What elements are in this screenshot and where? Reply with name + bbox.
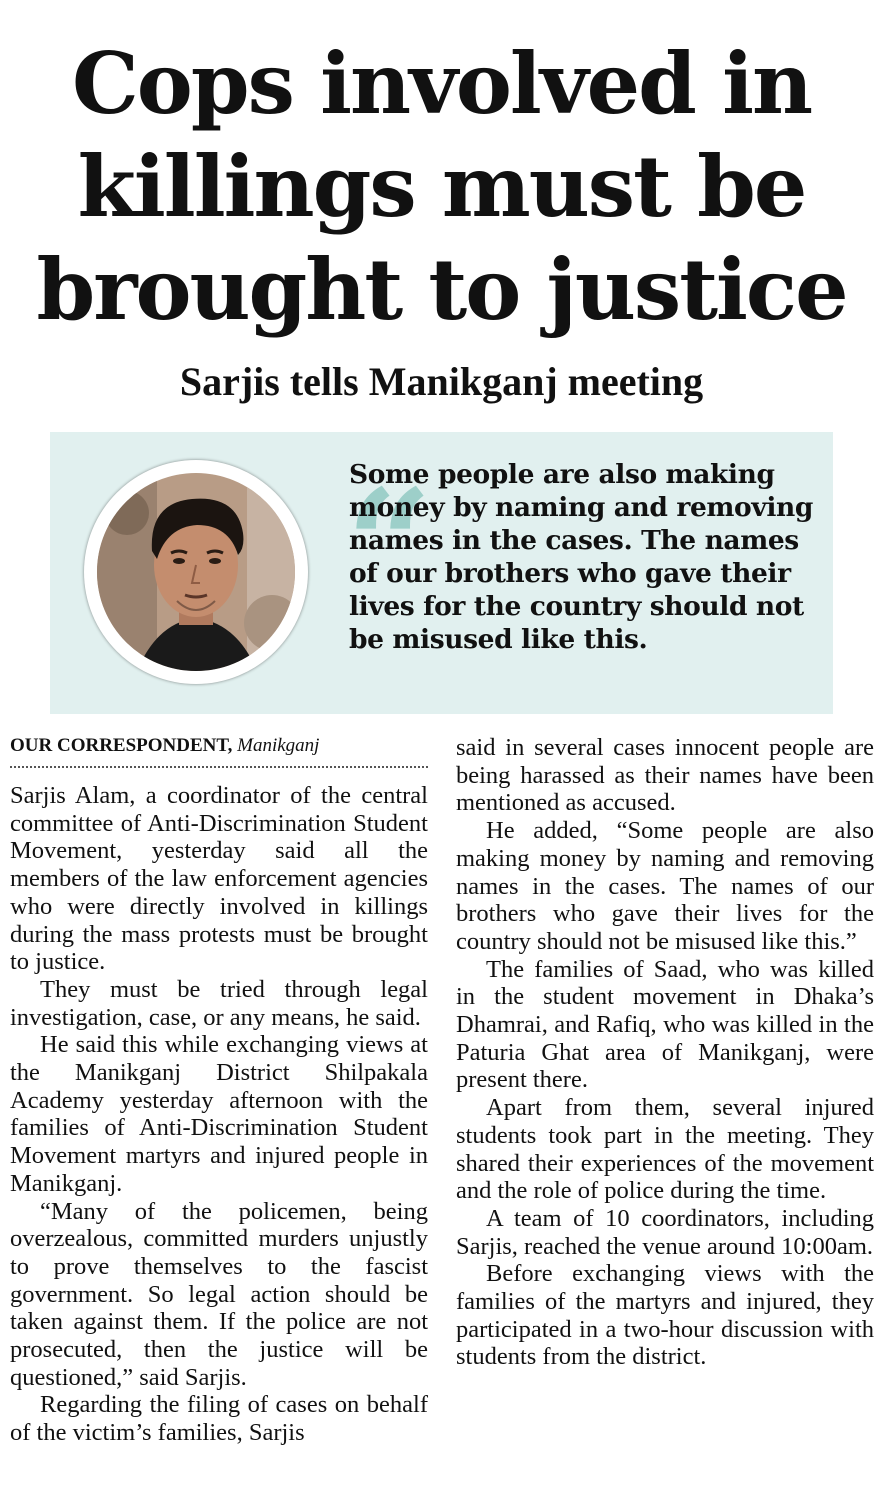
- portrait-image: [97, 473, 295, 671]
- body-paragraph: He said this while exchanging views at the Manikganj District Shilpakala Academy yesterday afternoon with the families of Anti-Discrimination Student Movement martyrs and injured people in Manikganj.: [10, 1031, 428, 1197]
- byline: [10, 734, 428, 768]
- headline: Cops involved in killings must be brought to justice: [36, 34, 847, 339]
- body-paragraph: “Many of the policemen, being overzealous, committed murders unjustly to prove themselves to the fascist government. So legal action should be taken against them. If the police are not prosecuted, then the justice will be questioned,” said Sarjis.: [10, 1197, 428, 1391]
- body-paragraph: Regarding the filing of cases on behalf of the victim’s families, Sarjis: [10, 1391, 428, 1447]
- body-paragraph: Sarjis Alam, a coordinator of the central committee of Anti-Discrimination Student Movement, yesterday said all the members of the law enforcement agencies who were directly involved in killings during the mass protests must be brought to justice.: [10, 782, 428, 976]
- article-column-right: [456, 734, 874, 1371]
- body-paragraph: He added, “Some people are also making money by naming and removing names in the cases. The names of our brothers who gave their lives for the country should not be misused like this.”: [456, 817, 874, 955]
- subheadline: Sarjis tells Manikganj meeting: [179, 359, 704, 404]
- body-paragraph: A team of 10 coordinators, including Sarjis, reached the venue around 10:00am.: [456, 1204, 874, 1260]
- pull-quote-text: Some people are also making money by naming and removing names in the cases. The names of our brothers who gave their lives for the country should not be misused like this.: [349, 459, 813, 655]
- body-paragraph: said in several cases innocent people are being harassed as their names have been mentioned as accused.: [456, 734, 874, 817]
- quote-mark-icon: “: [346, 457, 433, 633]
- article-column-left: [10, 734, 428, 1447]
- body-paragraph: The families of Saad, who was killed in the student movement in Dhaka’s Dhamrai, and Rafiq, who was killed in the Paturia Ghat area of Manikganj, were present there.: [456, 955, 874, 1094]
- byline-author: OUR CORRESPONDENT,: [10, 735, 233, 756]
- portrait-photo: [84, 460, 308, 684]
- byline-location: Manikganj: [237, 735, 320, 756]
- body-paragraph: Before exchanging views with the families of the martyrs and injured, they participated in a two-hour discussion with students from the district.: [456, 1260, 874, 1371]
- body-paragraph: Apart from them, several injured students took part in the meeting. They shared their experiences of the movement and the role of police during the time.: [456, 1094, 874, 1205]
- body-paragraph: They must be tried through legal investigation, case, or any means, he said.: [10, 975, 428, 1031]
